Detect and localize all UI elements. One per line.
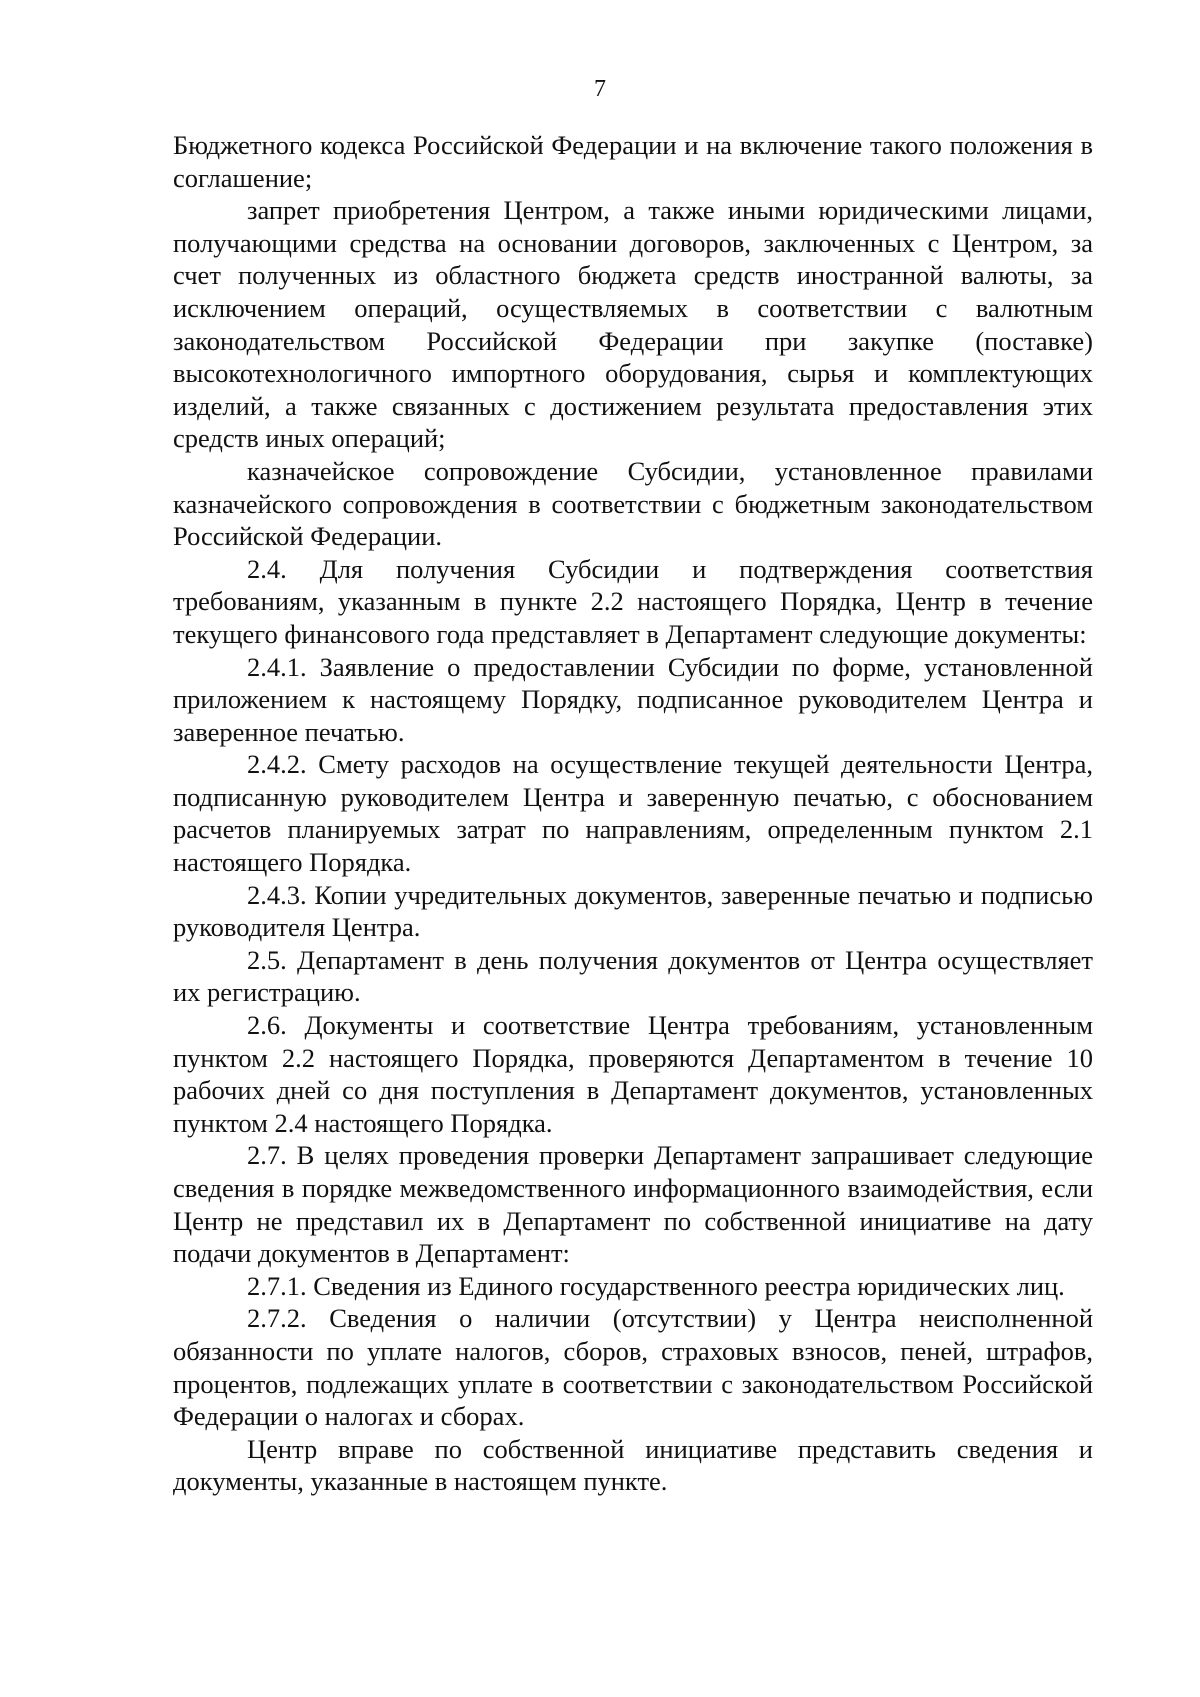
paragraph-2-7-2: 2.7.2. Сведения о наличии (отсутствии) у Центра неисполненной обязанности по уплате налогов, сборов, страховых взносов, пеней, штрафов, процентов, подлежащих уплате в соответствии с законодательством Российской Федерации о налогах и сборах. — [173, 1303, 1093, 1432]
paragraph-2-6: 2.6. Документы и соответствие Центра требованиям, установленным пунктом 2.2 настоящего Порядка, проверяются Департаментом в течение 10 рабочих дней со дня поступления в Департамент документов, установленных пунктом 2.4 настоящего Порядка. — [173, 1010, 1093, 1138]
paragraph-2-5: 2.5. Департамент в день получения документов от Центра осуществляет их регистрацию. — [173, 944, 1093, 1008]
paragraph-treasury-support: казначейское сопровождение Субсидии, установленное правилами казначейского сопровождения в соответствии с бюджетным законодательством Российской Федерации. — [173, 455, 1093, 552]
paragraph-2-4: 2.4. Для получения Субсидии и подтверждения соответствия требованиям, указанным в пункте 2.2 настоящего Порядка, Центр в течение текущего финансового года представляет в Департамент следующие документы: — [173, 553, 1093, 649]
document-body — [173, 129, 1093, 1498]
paragraph-2-7-1: 2.7.1. Сведения из Единого государственного реестра юридических лиц. — [247, 1270, 1065, 1301]
paragraph-2-4-2: 2.4.2. Смету расходов на осуществление текущей деятельности Центра, подписанную руководителем Центра и заверенную печатью, с обоснованием расчетов планируемых затрат по направлениям, определенным пунктом 2.1 настоящего Порядка. — [173, 749, 1093, 878]
paragraph-2-4-3: 2.4.3. Копии учредительных документов, заверенные печатью и подписью руководителя Центра. — [173, 879, 1093, 943]
paragraph-2-4-1: 2.4.1. Заявление о предоставлении Субсидии по форме, установленной приложением к настоящему Порядку, подписанное руководителем Центра и заверенное печатью. — [173, 651, 1093, 747]
paragraph-2-7: 2.7. В целях проведения проверки Департамент запрашивает следующие сведения в порядке межведомственного информационного взаимодействия, если Центр не представил их в Департамент по собственной инициативе на дату подачи документов в Департамент: — [173, 1140, 1093, 1269]
paragraph-budget-code-continuation: Бюджетного кодекса Российской Федерации и на включение такого положения в соглашение; — [173, 130, 1093, 193]
paragraph-currency-ban: запрет приобретения Центром, а также иными юридическими лицами, получающими средства на основании договоров, заключенных с Центром, за счет полученных из областного бюджета средств иностранной валюты, за исключением операций, осуществляемых в соответствии с валютным законодательством Российской Федерации при закупке (поставке) высокотехнологичного импортного оборудования, сырья и комплектующих изделий, а также связанных с достижением результата предоставления этих средств иных операций; — [173, 195, 1093, 454]
paragraph-center-right: Центр вправе по собственной инициативе представить сведения и документы, указанные в настоящем пункте. — [173, 1433, 1093, 1497]
page-number: 7 — [594, 76, 606, 102]
